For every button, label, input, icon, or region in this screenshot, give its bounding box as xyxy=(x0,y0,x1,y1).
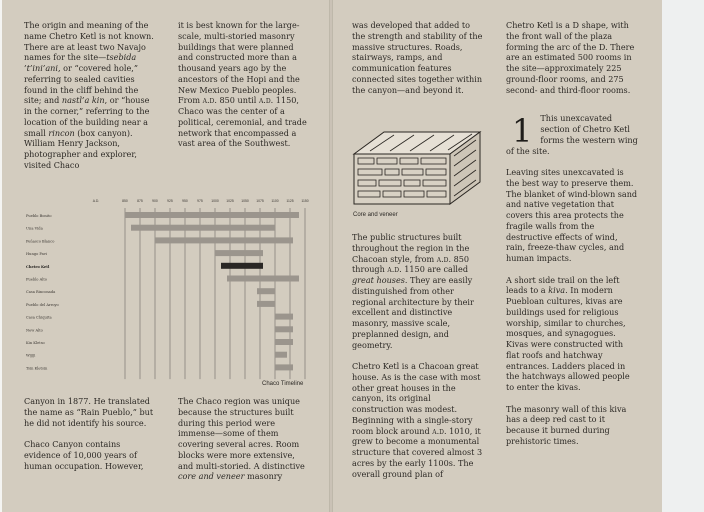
category-label: Pueblo Bonito xyxy=(26,214,52,218)
timeline-bar xyxy=(227,276,299,282)
era-abbrev: a.d. xyxy=(202,95,217,106)
era-abbrev: a.d. xyxy=(436,253,452,264)
text-run: The public structures built throughout the region in the Chacoan style, from xyxy=(352,232,470,264)
x-tick-label: 1000 xyxy=(211,199,219,203)
text-run: The origin and meaning of the name Chetro Ketl is not known. There are at least two Navajo names for the site— xyxy=(24,20,154,63)
scan-background xyxy=(662,0,704,512)
category-label: Casa Rinconada xyxy=(26,290,56,295)
text-run: 1150 are called xyxy=(401,264,468,275)
paragraph: Chaco Canyon contains evidence of 10,000 years of human occupation. However, xyxy=(24,439,144,471)
timeline-bar xyxy=(131,225,275,231)
text-run: The Chaco region was unique because the structures built during this period were immense—some of them covering several acres. Room blocks were more extensive, and multi-storied. A distinctive xyxy=(178,396,305,471)
figure-caption: Core and veneer xyxy=(353,212,398,218)
stop-1-paragraph xyxy=(506,113,638,156)
italic-term: kiva xyxy=(548,285,566,296)
chaco-timeline-chart xyxy=(22,196,318,384)
paragraph: Canyon in 1877. He translated the name as “Rain Pueblo,” but he did not identify his source. xyxy=(24,396,154,428)
x-tick-label: 1125 xyxy=(286,199,294,203)
text-run: 1010, it grew to become a monumental structure that covered almost 3 acres by the early 1100s. The overall ground plan of xyxy=(352,425,483,479)
category-label: Casa Chiquita xyxy=(26,315,52,320)
text-run: This unexcavated section of Chetro Ketl forms the western wing of the site. xyxy=(506,113,638,156)
text-column-3-bottom xyxy=(352,232,484,490)
category-label: Chetro Ketl xyxy=(26,264,50,269)
text-column-4 xyxy=(506,20,638,457)
x-tick-label: 1025 xyxy=(226,199,234,203)
x-tick-label: 950 xyxy=(182,199,188,203)
category-label: Una Vida xyxy=(26,226,43,231)
timeline-bar-highlight xyxy=(221,263,263,269)
x-tick-label: 875 xyxy=(137,199,143,203)
text-run: masonry xyxy=(244,471,283,482)
timeline-bar xyxy=(275,364,293,370)
paragraph: Leaving sites unexcavated is the best way to preserve them. The blanket of wind-blown sand and native vegetation that covers this area protects the fragile walls from the destructive effects of wind, rain, freeze-thaw cycles, and human impacts. xyxy=(506,167,638,263)
book-gutter xyxy=(329,0,333,512)
text-column-2-top xyxy=(178,20,308,160)
x-tick-label: 925 xyxy=(167,199,173,203)
text-column-1-bottom xyxy=(24,396,158,482)
timeline-svg xyxy=(22,196,318,384)
category-label: New Alto xyxy=(26,328,43,333)
text-run: . In modern Puebloan cultures, kivas are buildings used for religious worship, similar to churches, mosques, and synagogues. Kivas were constructed with flat roofs and hatchway entrances. Ladders placed in the hatchways allowed people to enter the kivas. xyxy=(506,285,630,392)
timeline-bar xyxy=(275,339,293,345)
timeline-bar xyxy=(275,326,293,332)
text-run: . They are easily distinguished from other regional architecture by their excellent and distinctive masonry, massive scale, preplanned design, and geometry. xyxy=(352,275,474,350)
paragraph: The masonry wall of this kiva has a deep red cast to it because it burned during prehistoric times. xyxy=(506,403,627,446)
text-run: A short side trail on the left leads to a xyxy=(506,274,620,296)
text-run: 1150, Chaco was the center of a political, ceremonial, and trade network that encompassed a vast area of the Southwest. xyxy=(178,95,307,149)
x-tick-label: 1150 xyxy=(301,199,309,203)
italic-term: nastl’a kin xyxy=(61,95,105,106)
timeline-bar xyxy=(257,288,275,294)
category-label: Pueblo Alto xyxy=(26,277,47,282)
text-run: , or “covered hole,” referring to sealed cavities found in the cliff behind the site; and xyxy=(24,63,139,106)
core-and-veneer-illustration xyxy=(350,124,490,210)
timeline-bar xyxy=(155,237,293,243)
paragraph: was developed that added to the strength and stability of the massive structures. Roads, stairways, ramps, and communication features connected sites together within the canyon—and beyond it. xyxy=(352,20,483,95)
timeline-bar xyxy=(215,250,263,256)
era-abbrev: a.d. xyxy=(258,95,274,106)
italic-term: core and veneer xyxy=(178,471,245,482)
x-tick-label: 1050 xyxy=(241,199,249,203)
era-abbrev: a.d. xyxy=(432,425,447,436)
category-label: Wijiji xyxy=(26,353,36,358)
text-run: (box canyon). William Henry Jackson, photographer and explorer, visited Chaco xyxy=(24,127,137,170)
chart-caption: Chaco Timeline xyxy=(262,381,304,387)
italic-term: tsebida ’t’ini’ani xyxy=(24,52,137,73)
paragraph: Chetro Ketl is a D shape, with the front wall of the plaza forming the arc of the D. There are an estimated 500 rooms in the site—approximately 225 ground-floor rooms, and 275 second- and third-floor rooms. xyxy=(506,20,635,95)
timeline-bar xyxy=(125,212,299,218)
text-run: , or “house in the corner,” referring to the location of the building near a small xyxy=(24,95,150,138)
category-label: Peñasco Blanco xyxy=(26,239,55,244)
text-column-2-bottom xyxy=(178,396,308,493)
x-tick-label: A.D. xyxy=(92,199,100,203)
italic-term: rincon xyxy=(48,127,75,138)
era-abbrev: a.d. xyxy=(387,264,402,275)
x-tick-label: 900 xyxy=(152,199,158,203)
text-run: 850 until xyxy=(216,95,259,106)
timeline-bar xyxy=(275,314,293,320)
category-label: Pueblo del Arroyo xyxy=(26,302,59,307)
category-label: Hungo Pavi xyxy=(26,252,47,257)
text-run: 850 through xyxy=(352,253,470,275)
x-tick-label: 1075 xyxy=(256,199,264,203)
italic-term: great houses xyxy=(352,275,405,285)
timeline-bar xyxy=(257,301,275,307)
x-tick-label: 850 xyxy=(122,199,128,203)
text-column-3-top xyxy=(352,20,484,106)
x-tick-label: 975 xyxy=(197,199,203,203)
x-tick-label: 1100 xyxy=(271,199,279,203)
category-label: Tsin Kletsin xyxy=(26,366,48,371)
stop-number: 1 xyxy=(512,112,533,151)
text-column-1-top xyxy=(24,20,158,181)
text-run: Chetro Ketl is a Chacoan great house. As is the case with most other great houses in the canyon, its original construction was modest. Beginning with a single-story room block around xyxy=(352,361,481,436)
timeline-bar xyxy=(275,352,287,358)
category-label: Kin Kletso xyxy=(26,341,45,345)
text-run: it is best known for the large-scale, multi-storied masonry buildings that were planned and constructed more than a thousand years ago by the ancestors of the Hopi and the New Mexico Pueblo peoples. From xyxy=(178,20,300,106)
